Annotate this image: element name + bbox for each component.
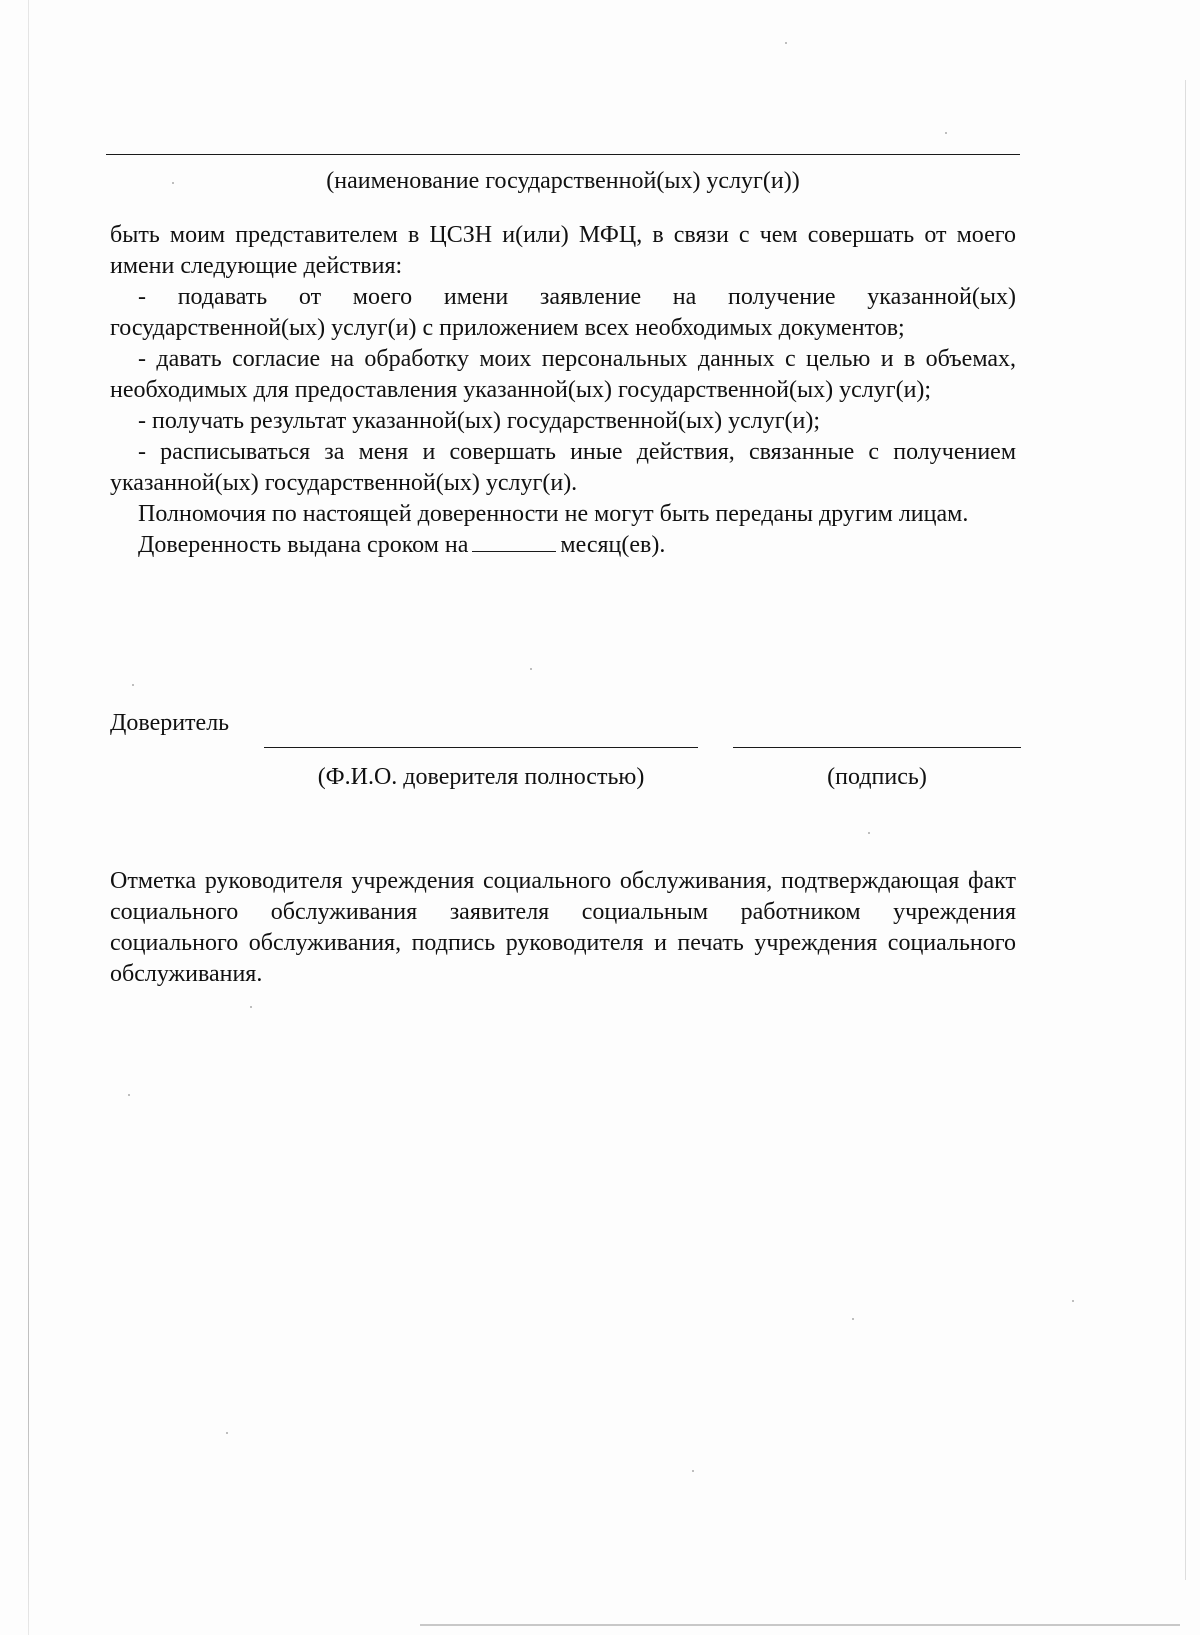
- poa-intro: быть моим представителем в ЦСЗН и(или) МФЦ, в связи с чем совершать от моего имени следующие действия:: [110, 222, 1016, 279]
- scan-speck: [868, 832, 870, 834]
- poa-term: [110, 530, 1016, 561]
- trustor-signature-caption: (подпись): [827, 764, 927, 790]
- scan-speck: [785, 42, 787, 44]
- service-name-caption: (наименование государственной(ых) услуг(и)): [326, 168, 800, 194]
- scan-edge-left: [28, 0, 29, 1635]
- poa-action-consent: - давать согласие на обработку моих персональных данных с целью и в объемах, необходимых для предоставления указанной(ых) государственной(ых) услуг(и);: [110, 346, 1016, 403]
- poa-action-submit: - подавать от моего имени заявление на получение указанной(ых) государственной(ых) услуг(и) с приложением всех необходимых документов;: [110, 284, 1016, 341]
- scan-speck: [226, 1432, 228, 1434]
- poa-term-suffix: месяц(ев).: [560, 532, 666, 558]
- scan-speck: [250, 1006, 252, 1008]
- scan-speck: [692, 1470, 694, 1472]
- term-months-blank: [472, 531, 556, 552]
- scan-speck: [128, 1094, 130, 1096]
- poa-action-receive: - получать результат указанной(ых) государственной(ых) услуг(и);: [138, 408, 821, 434]
- poa-no-transfer: Полномочия по настоящей доверенности не могут быть переданы другим лицам.: [138, 501, 969, 527]
- poa-body: [110, 220, 1016, 561]
- scan-edge-right: [1185, 80, 1186, 1580]
- scan-speck: [132, 684, 134, 686]
- trustor-fio-caption: (Ф.И.О. доверителя полностью): [317, 764, 645, 790]
- scan-speck: [530, 668, 532, 670]
- head-note: [110, 866, 1016, 990]
- head-note-text: Отметка руководителя учреждения социального обслуживания, подтверждающая факт социального обслуживания заявителя социальным работником учреждения социального обслуживания, подпись руководителя и печать учреждения социального обслуживания.: [110, 868, 1016, 987]
- poa-term-prefix: Доверенность выдана сроком на: [138, 532, 469, 558]
- trustor-signature-line: [733, 747, 1021, 748]
- scan-speck: [945, 132, 947, 134]
- poa-action-sign: - расписываться за меня и совершать иные действия, связанные с получением указанной(ых) государственной(ых) услуг(и).: [110, 439, 1016, 496]
- scan-edge-bottom: [420, 1624, 1180, 1626]
- scan-speck: [1072, 1300, 1074, 1302]
- service-name-line: [106, 154, 1020, 155]
- trustor-fio-line: [264, 747, 698, 748]
- scan-speck: [852, 1318, 854, 1320]
- trustor-label: Доверитель: [110, 710, 230, 736]
